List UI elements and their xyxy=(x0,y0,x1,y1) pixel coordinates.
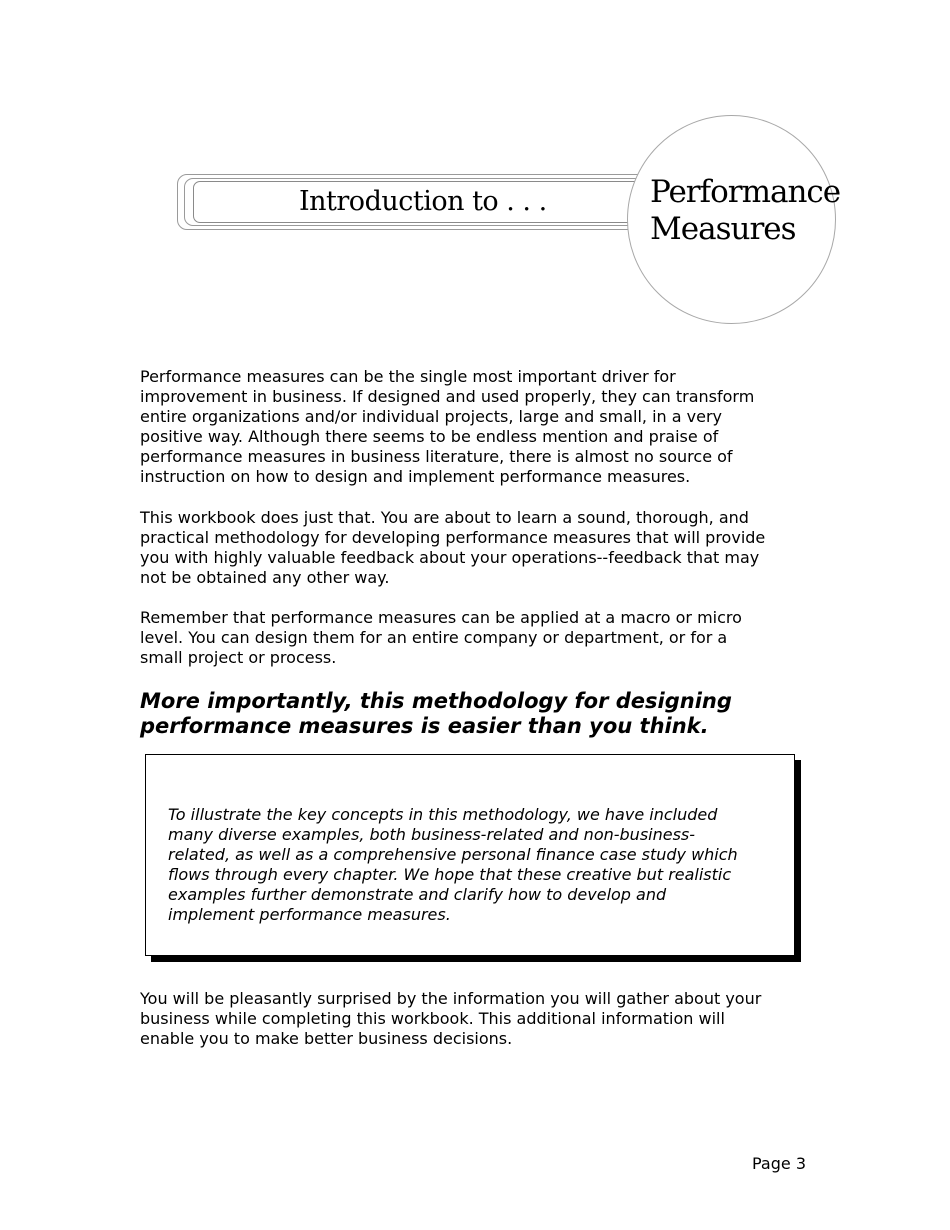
text-line: Performance measures can be the single most important driver for xyxy=(140,367,676,386)
text-line: business while completing this workbook. This additional information will xyxy=(140,1009,725,1028)
text-line: This workbook does just that. You are about to learn a sound, thorough, and xyxy=(140,508,749,527)
text-line: you with highly valuable feedback about your operations--feedback that may xyxy=(140,548,760,567)
callout-line: implement performance measures. xyxy=(168,905,451,924)
workbook-paragraph xyxy=(140,508,820,588)
text-line: small project or process. xyxy=(140,648,337,667)
text-line: practical methodology for developing performance measures that will provide xyxy=(140,528,766,547)
circle-title-line-1: Performance xyxy=(650,174,841,210)
circle-title-line-2: Measures xyxy=(650,211,796,247)
banner-title: Introduction to . . . xyxy=(299,186,547,217)
text-line: Remember that performance measures can be applied at a macro or micro xyxy=(140,608,742,627)
callout-text xyxy=(168,805,738,925)
callout-line: many diverse examples, both business-related and non-business- xyxy=(168,825,696,844)
text-line: instruction on how to design and implement performance measures. xyxy=(140,467,691,486)
text-line: positive way. Although there seems to be endless mention and praise of xyxy=(140,427,719,446)
text-line: improvement in business. If designed and used properly, they can transform xyxy=(140,387,755,406)
text-line: entire organizations and/or individual projects, large and small, in a very xyxy=(140,407,723,426)
intro-paragraph xyxy=(140,367,820,487)
page-number: Page 3 xyxy=(752,1154,806,1173)
text-line: performance measures in business literature, there is almost no source of xyxy=(140,447,733,466)
callout-line: related, as well as a comprehensive personal finance case study which xyxy=(168,845,738,864)
text-line: level. You can design them for an entire company or department, or for a xyxy=(140,628,728,647)
text-line: not be obtained any other way. xyxy=(140,568,390,587)
text-line: You will be pleasantly surprised by the information you will gather about your xyxy=(140,989,762,1008)
emphasis-heading xyxy=(140,689,820,739)
closing-paragraph xyxy=(140,989,820,1049)
callout-line: To illustrate the key concepts in this methodology, we have included xyxy=(168,805,718,824)
text-line: enable you to make better business decisions. xyxy=(140,1029,513,1048)
callout-line: examples further demonstrate and clarify how to develop and xyxy=(168,885,667,904)
emphasis-line: More importantly, this methodology for designing xyxy=(140,689,732,713)
callout-line: flows through every chapter. We hope that these creative but realistic xyxy=(168,865,732,884)
scope-paragraph xyxy=(140,608,820,668)
emphasis-line: performance measures is easier than you think. xyxy=(140,714,709,738)
